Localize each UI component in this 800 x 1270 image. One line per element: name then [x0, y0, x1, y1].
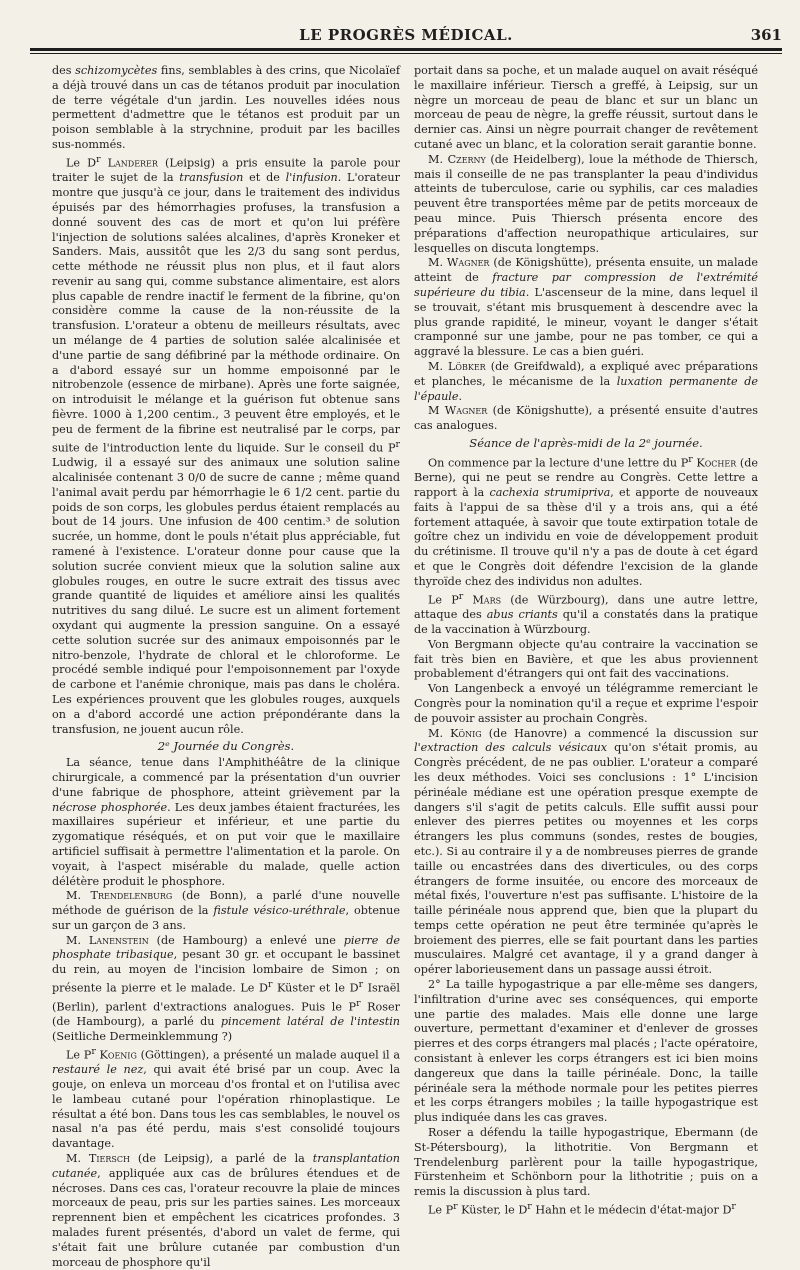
header-rule-thick: [30, 48, 782, 51]
section-heading: Séance de l'après-midi de la 2ᵉ journée.: [469, 435, 703, 450]
paragraph: M. Löbker (de Greifdwald), a expliqué avec préparations et planches, le mécanisme de la luxation permanente de l'épaule.: [414, 359, 759, 403]
paragraph: M Wagner (de Königshutte), a présenté ensuite d'autres cas analogues.: [414, 404, 758, 433]
paragraph: 2° La taille hypogastrique a par elle-même ses dangers, l'infiltration d'urine avec ses conséquences, qui emporte une partie des malades. Mais elle donne une large ouverture, permettant d'examiner et d'enlever de grosses pierres et des corps étrangers mal placés ; l'acte opératoire, consistant à enlever les corps étrangers est ici bien moins dangereux que dans la taille périnéale. Donc, la taille périnéale sera la méthode normale pour les petites pierres et les corps étrangers mobiles ; la taille hypogastrique est plus indiquée dans les cas graves.: [414, 978, 758, 1125]
paragraph: M. Tiersch (de Leipsig), a parlé de la transplantation cutanée, appliquée aux cas de brûlures étendues et de nécroses. Dans ces cas, l'orateur recouvre la plaie de minces morceaux de peau, pris sur les parties saines. Les morceaux reprennent bien et empêchent les cicatrices profondes. 3 malades furent présentés, d'abord un valet de ferme, qui s'était fait une brûlure cutanée par combustion d'un morceau de phosphore qu'il: [52, 1152, 400, 1269]
paragraph: M. Wagner (de Königshütte), présenta ensuite, un malade atteint de fracture par compression de l'extrémité supérieure du tibia. L'ascenseur de la mine, dans lequel il se trouvait, s'étant mis brusquement à descendre avec la plus grande rapidité, le mineur, voyant le danger s'était cramponné sur une jambe, pour ne pas tomber, ce qui a aggravé la blessure. Le cas a bien guéri.: [414, 256, 759, 359]
paragraph: Roser a défendu la taille hypogastrique, Ebermann (de St-Pétersbourg), la lithotritie. Von Bergmann et Trendelenburg parlèrent pour la taille hypogastrique, Fürstenheim et Schönborn pour la lithotritie ; puis on a remis la discussion à plus tard.: [414, 1126, 758, 1199]
right-column: [414, 64, 759, 1217]
page-header: [30, 26, 782, 46]
page-number: 361: [750, 26, 782, 44]
paragraph: M. Lanenstein (de Hambourg) a enlevé une pierre de phosphate tribasique, pesant 30 gr. et occupant le bassinet du rein, au moyen de l'incision lombaire de Simon ; on présente la pierre et le malade. Le $D^r$ Küster et le $D^r$ Israël (Berlin), parlent d'extractions analogues. Puis le $P^r$ Roser (de Hambourg), a parlé du pincement latéral de l'intestin (Seitliche Dermeinklemmung ?): [52, 933, 400, 1043]
paragraph: Le $P^r$ Koenig (Göttingen), a présenté un malade auquel il a restauré le nez, qui avait été brisé par un coup. Avec la gouje, on enleva un morceau d'os frontal et on l'utilisa avec le lambeau cutané pour l'opération rhinoplastique. Le résultat a été bon. Dans tous les cas semblables, le nouvel os nasal n'a pas été perdu, mais s'est consolidé toujours davantage.: [52, 1045, 400, 1151]
paragraph: Le $P^r$ Mars (de Würzbourg), dans une autre lettre, attaque des abus criants qu'il a constatés dans la pratique de la vaccination à Würzbourg.: [414, 590, 759, 636]
paragraph: des schizomycètes fins, semblables à des crins, que Nicolaïef a déjà trouvé dans un cas de tétanos produit par inoculation de terre végétale d'un jardin. Les nouvelles idées nous permettent d'admettre que le tétanos est produit par un poison semblable à la strychnine, produit par les bacilles sus-nommés.: [52, 64, 400, 151]
paragraph: Le $P^r$ Küster, le $D^r$ Hahn et le médecin d'état-major $D^r$: [428, 1201, 736, 1217]
paragraph: La séance, tenue dans l'Amphithéâtre de la clinique chirurgicale, a commencé par la présentation d'un ouvrier d'une fabrique de phosphore, atteint grièvement par la nécrose phosphorée. Les deux jambes étaient fracturées, les maxillaires supérieur et inférieur, et une partie du zygomatique réséqués, et on put voir que le maxillaire artificiel suffisait à permettre l'alimentation et la parole. On voyait, à l'aspect misérable du malade, quelle action délétère produit le phosphore.: [52, 756, 400, 888]
journal-title: LE PROGRÈS MÉDICAL.: [299, 26, 513, 44]
left-column: [52, 64, 400, 1269]
paragraph: On commence par la lecture d'une lettre du $P^r$ Kocher (de Berne), qui ne peut se rendre au Congrès. Cette lettre a rapport à la cachexia strumipriva, et apporte de nouveaux faits à l'appui de sa thèse d'il y a trois ans, qui a été fortement attaquée, à savoir que toute extirpation totale de goître chez un individu en voie de développement produit du crétinisme. Il trouve qu'il n'y a pas de doute à cet égard et que le Congrès doit défendre l'excision de la glande thyroïde chez des individus non adultes.: [414, 453, 759, 588]
paragraph: Von Bergmann objecte qu'au contraire la vaccination se fait très bien en Bavière, et que les abus proviennent probablement d'étrangers qui ont fait des vaccinations.: [414, 637, 758, 681]
section-heading: 2ᵉ Journée du Congrès.: [157, 739, 295, 754]
header-rule-thin: [30, 53, 782, 54]
paragraph: M. Trendelenburg (de Bonn), a parlé d'une nouvelle méthode de guérison de la fistule vésico-uréthrale, obtenue sur un garçon de 3 ans.: [52, 889, 400, 932]
paragraph: M. Czerny (de Heidelberg), loue la méthode de Thiersch, mais il conseille de ne pas transplanter la peau d'individus atteints de tuberculose, carie ou syphilis, car ces maladies peuvent être transportées même par de petits morceaux de peau mince. Puis Thiersch présenta encore des préparations d'affection neuropathique articulaires, sur lesquelles on discuta longtemps.: [414, 152, 758, 255]
paragraph: Le $D^r$ Landerer (Leipsig) a pris ensuite la parole pour traiter le sujet de la transfusion et de l'infusion. L'orateur montre que jusqu'à ce jour, dans le traitement des individus épuisés par des hémorrhagies profuses, la transfusion a donné souvent des cas de mort et qu'on lui préfère l'injection de solutions salées alcalines, d'après Kroneker et Sanders. Mais, aussitôt que les 2/3 du sang sont perdus, cette méthode ne réussit plus non plus, et il faut alors revenir au sang qui, comme substance alimentaire, est alors plus capable de rendre inactif le ferment de la fibrine, qu'on considère comme la cause de la non-réussite de la transfusion. L'orateur a obtenu de meilleurs résultats, avec un mélange de 4 parties de solution salée alcalinisée et d'une partie de sang défibriné par la méthode ordinaire. On a d'abord essayé sur un homme empoisonné par le nitrobenzole (essence de mirbane). Après une forte saignée, on introduisit le mélange et la guérison fut obtenue sans fièvre. 1000 à 1,200 centim., 3 peuvent être employés, et le peu de ferment de la fibrine est neutralisé par le corps, par suite de l'introduction lente du liquide. Sur le conseil du $P^r$ Ludwig, il a essayé sur des animaux une solution saline alcalinisée contenant 3 0/0 de sucre de canne ; même quand l'animal avait perdu par hémorrhagie le 6 1/2 cent. partie du poids de son corps, les globules perdus étaient remplacés au bout de 14 jours. Une infusion de 400 centim.³ de solution sucrée, un homme, dont le pouls n'était plus appréciable, fut ramené à l'existence. L'orateur donne pour cause que la solution sucrée convient mieux que la solution saline aux globules rouges, en outre le sucre extrait des tissus avec grande quantité de liquides et améliore ainsi les qualités nutritives du sang dilué. Le sucre est un aliment fortement oxydant qui augmente la pression sanguine. On a essayé cette solution sucrée sur des animaux empoisonnés par le nitro-benzole, l'hydrate de chloral et le chloroforme. Le procédé semble indiqué pour l'empoisonnement par l'oxyde de carbone et l'anémie chronique, mais pas dans le choléra. Les expériences prouvent que les globules rouges, auxquels on a d'abord accordé une action prépondérante dans la transfusion, ne jouent aucun rôle.: [52, 153, 400, 736]
paragraph: portait dans sa poche, et un malade auquel on avait réséqué le maxillaire inférieur. Tiersch a greffé, à Leipsig, sur un nègre un morceau de peau de blanc et sur un blanc un morceau de peau de nègre, la greffe réussit, surtout dans le dernier cas. Ainsi un nègre pourrait changer de revêtement cutané avec un blanc, et la coloration serait garantie bonne.: [414, 64, 758, 151]
paragraph: Von Langenbeck a envoyé un télégramme remerciant le Congrès pour la nomination qu'il a reçue et exprime l'espoir de pouvoir assister au prochain Congrès.: [414, 682, 758, 725]
paragraph: M. König (de Hanovre) a commencé la discussion sur l'extraction des calculs vésicaux qu'on s'était promis, au Congrès précédent, de ne pas oublier. L'orateur a comparé les deux méthodes. Voici ses conclusions : 1° L'incision périnéale médiane est une opération presque exempte de dangers s'il s'agit de petits calculs. Elle suffit aussi pour enlever des pierres petites ou moyennes et les corps étrangers les plus communs (sondes, restes de bougies, etc.). Si au contraire il y a de nombreuses pierres de grande taille ou encastrées dans des diverticules, ou des corps étrangers de forme insuitée, ou encore des morceaux de métal fixés, l'ouverture n'est pas suffisante. L'histoire de la taille périnéale nous apprend que, bien que la plupart du temps cette opération ne peut être terminée qu'après le broiement des pierres, elle se fait pourtant dans les parties musculaires. Malgré cet avantage, il y a grand danger à opérer laborieusement dans un passage aussi étroit.: [414, 726, 758, 977]
